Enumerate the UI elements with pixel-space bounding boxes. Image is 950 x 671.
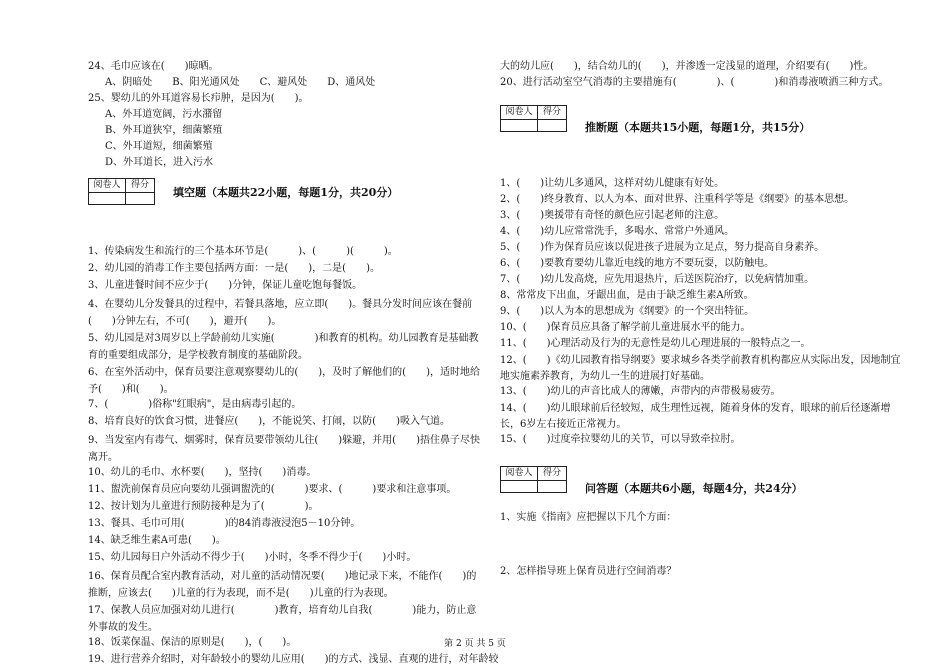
grader-label: 阅卷人	[501, 106, 538, 120]
judge-question-11: 11、( )心理活动及行为的无意性是幼儿心理进展的一般特点之一。	[500, 338, 811, 349]
fill-question-1: 1、传染病发生和流行的三个基本环节是( )、( )( )。	[88, 246, 398, 257]
qa-question-1: 1、实施《指南》应把握以下几个方面：	[500, 512, 677, 523]
question-25-option-a: A、外耳道宽阔，污水潴留	[105, 109, 223, 120]
page-number: 第 2 页 共 5 页	[444, 639, 506, 649]
fill-question-9: 9、当发室内有毒气、烟雾时，保育员要带领幼儿往( )躲避，并用( )捂住鼻子尽快离开。	[88, 435, 480, 463]
judge-question-12: 12、( )《幼儿园教育指导纲要》要求城乡各类学前教育机构都应从实际出发，因地制宜地实施素养教育，为幼儿一生的进展打好基础。	[500, 355, 901, 382]
score-label: 得分	[538, 106, 567, 120]
fill-question-20: 20、进行活动室空气消毒的主要措施有( )、( )和消毒液喷洒三种方式。	[500, 77, 889, 88]
judge-question-1: 1、( )让幼儿多通风，这样对幼儿健康有好处。	[500, 178, 725, 189]
fill-question-2: 2、幼儿园的消毒工作主要包括两方面：一是( )，二是( )。	[88, 263, 380, 274]
judge-question-13: 13、( )幼儿的声音比成人的薄嫩，声带内的声带极易疲劳。	[500, 386, 781, 397]
fill-question-16: 16、保育员配合室内教育活动，对儿童的活动情况要( )地记录下来，不能作( )的推断，应该去( )儿童的行为表现，而不是( )儿童的行为表现。	[88, 571, 477, 599]
judge-section-header	[500, 105, 810, 134]
question-25-option-b: B、外耳道狭窄，细菌繁殖	[105, 125, 223, 136]
fill-question-6: 6、在室外活动中，保育员要注意观察婴幼儿的( )，及时了解他们的( )，适时地给予( )和( )。	[88, 367, 480, 395]
question-25-option-d: D、外耳道长，进入污水	[105, 157, 214, 168]
fill-question-11: 11、盥洗前保育员应向要幼儿强调盥洗的( )要求、( )要求和注意事项。	[88, 484, 457, 495]
fill-blank-section-header	[88, 178, 398, 205]
qa-section-header	[500, 466, 803, 495]
question-24-stem: 24、毛巾应该在( )晾晒。	[88, 61, 219, 72]
fill-question-19-continued: 大的幼儿应( )，结合幼儿的( )，并渗透一定浅显的道理，介绍要有( )性。	[500, 61, 874, 72]
judge-question-15: 15、( )过度牵拉婴幼儿的关节，可以导致牵拉肘。	[500, 434, 741, 445]
fill-question-10: 10、幼儿的毛巾、水杯要( )，坚持( )消毒。	[88, 467, 317, 478]
fill-question-13: 13、餐具、毛巾可用( )的84消毒液浸泡5－10分钟。	[88, 518, 361, 529]
grader-label: 阅卷人	[501, 467, 538, 481]
section-title: 填空题（本题共22小题，每题1分，共20分）	[173, 186, 399, 199]
fill-question-7: 7、( )俗称"红眼病"，是由病毒引起的。	[88, 399, 302, 410]
question-25-stem: 25、婴幼儿的外耳道容易长疖肿，是因为( )。	[88, 93, 309, 104]
fill-question-5: 5、幼儿园是对3周岁以上学龄前幼儿实施( )和教育的机构。幼儿园教育是基础教育的重要组成部分，是学校教育制度的基础阶段。	[88, 333, 479, 361]
score-cell	[126, 193, 155, 205]
judge-question-2: 2、( )终身教育、以人为本、面对世界、注重科学等是《纲要》的基本思想。	[500, 194, 855, 205]
grader-label: 阅卷人	[89, 179, 126, 193]
judge-question-3: 3、( )奥援带有奇怪的颜色应引起老师的注意。	[500, 210, 725, 221]
score-cell	[538, 481, 567, 493]
fill-question-3: 3、儿童进餐时间不应少于( )分钟，保证儿童吃饱每餐饭。	[88, 280, 363, 291]
grader-score-table	[500, 466, 567, 493]
score-label: 得分	[538, 467, 567, 481]
grader-cell	[501, 481, 538, 493]
grader-score-table	[88, 178, 155, 205]
fill-question-4: 4、在婴幼儿分发餐具的过程中，若餐具落地，应立即( )。餐具分发时间应该在餐前( )分钟左右，不可( )，避开( )。	[88, 299, 473, 327]
judge-question-5: 5、( )作为保育员应该以促进孩子进展为立足点，努力提高自身素养。	[500, 242, 825, 253]
section-title: 推断题（本题共15小题，每题1分，共15分）	[585, 121, 811, 134]
qa-question-2: 2、怎样指导班上保育员进行空间消毒？	[500, 566, 677, 577]
judge-question-4: 4、( )幼儿应常常洗手，多喝水、常常户外通风。	[500, 226, 735, 237]
fill-question-19: 19、进行营养介绍时，对年龄较小的婴幼儿应用( )的方式、浅显、直观的进行，对年龄较	[88, 654, 499, 665]
fill-question-17: 17、保教人员应加强对幼儿进行( )教育，培育幼儿自我( )能力，防止意外事故的发生。	[88, 605, 477, 633]
grader-cell	[89, 193, 126, 205]
judge-question-10: 10、( )保育员应具备了解学前儿童进展水平的能力。	[500, 322, 751, 333]
score-cell	[538, 120, 567, 132]
section-title: 问答题（本题共6小题，每题4分，共24分）	[585, 482, 803, 495]
question-24-options: A、阴暗处 B、阳光通风处 C、避风处 D、通风处	[105, 77, 376, 88]
fill-question-14: 14、缺乏维生素A可患( )。	[88, 535, 226, 546]
score-label: 得分	[126, 179, 155, 193]
judge-question-8: 8、常常皮下出血，牙龈出血，是由于缺乏维生素A所致。	[500, 290, 754, 301]
fill-question-12: 12、按计划为儿童进行预防接种是为了( )。	[88, 501, 319, 512]
judge-question-7: 7、( )幼儿发高烧，应先用退热片，后送医院治疗，以免病情加重。	[500, 274, 815, 285]
fill-question-15: 15、幼儿园每日户外活动不得少于( )小时，冬季不得少于( )小时。	[88, 552, 417, 563]
question-25-option-c: C、外耳道短，细菌繁殖	[105, 141, 213, 152]
grader-score-table	[500, 105, 567, 132]
judge-question-9: 9、( )以人为本的思想成为《纲要》的一个突出特征。	[500, 306, 755, 317]
judge-question-14: 14、( )幼儿眼球前后径较短，成生理性远视，随着身体的发育，眼球的前后径逐渐增长，6岁左右接近正常视力。	[500, 403, 891, 430]
fill-question-18: 18、饭菜保温、保洁的原则是( )，( )。	[88, 637, 297, 648]
grader-cell	[501, 120, 538, 132]
fill-question-8: 8、培育良好的饮食习惯，进餐应( )，不能说笑、打闹，以防( )吸入气道。	[88, 416, 450, 427]
judge-question-6: 6、( )要教育要幼儿靠近电线的地方不要玩耍，以防触电。	[500, 258, 775, 269]
